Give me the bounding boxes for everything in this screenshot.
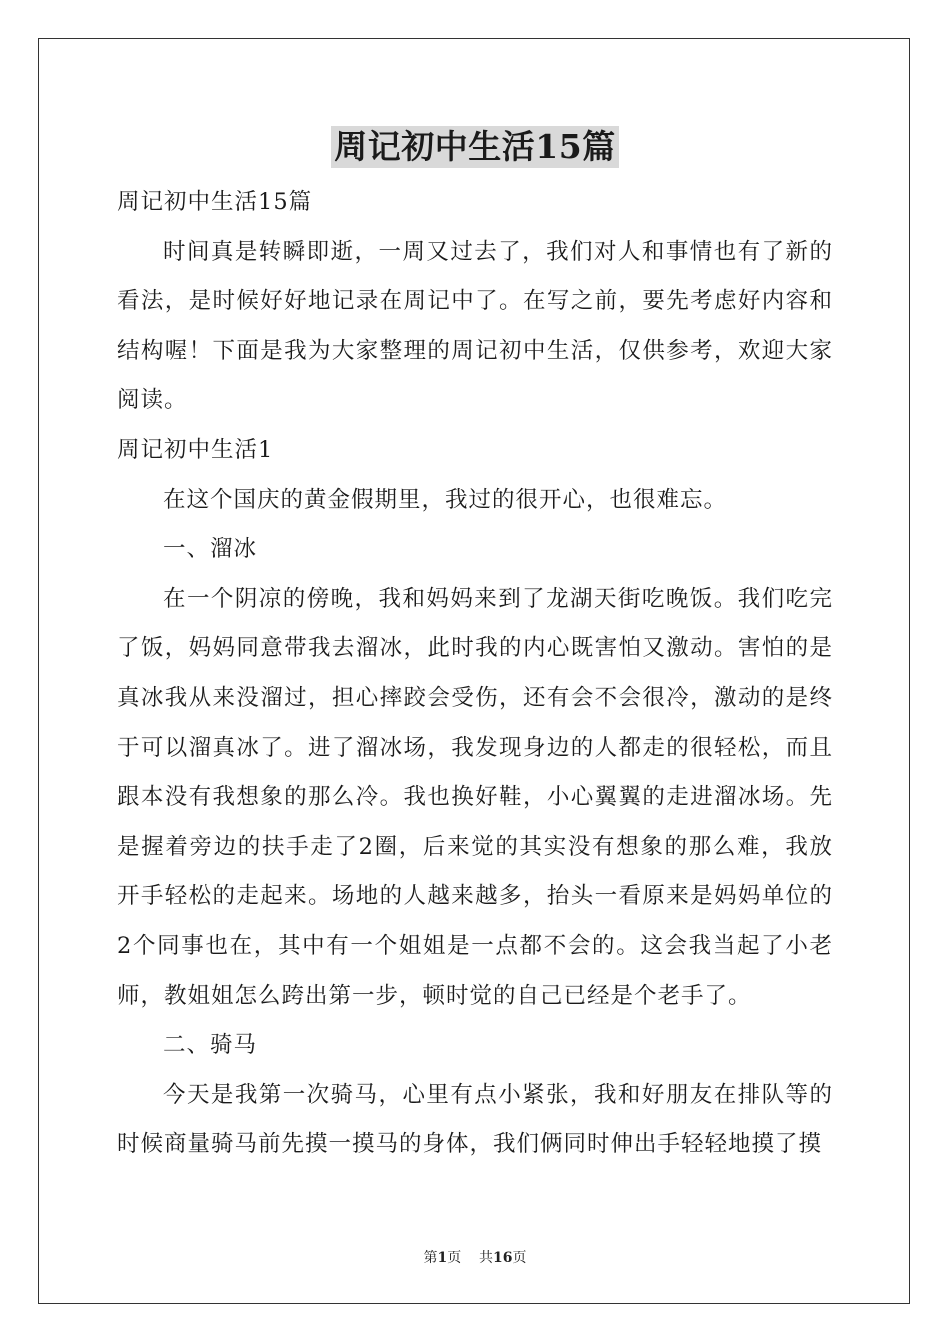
body-paragraph: 在这个国庆的黄金假期里，我过的很开心，也很难忘。 — [163, 486, 728, 513]
total-pages: 16 — [493, 1250, 513, 1266]
page-unit: 页 — [447, 1250, 462, 1266]
document-body — [117, 178, 833, 1170]
total-label: 共 — [479, 1250, 494, 1266]
body-paragraph: 在一个阴凉的傍晚，我和妈妈来到了龙湖天街吃晚饭。我们吃完了饭，妈妈同意带我去溜冰，此时我的内心既害怕又激动。害怕的是真冰我从来没溜过，担心摔跤会受伤，还有会不会很冷，激动的是终于可以溜真冰了。进了溜冰场，我发现身边的人都走的很轻松，而且跟本没有我想象的那么冷。我也换好鞋，小心翼翼的走进溜冰场。先是握着旁边的扶手走了2圈，后来觉的其实没有想象的那么难，我放开手轻松的走起来。场地的人越来越多，抬头一看原来是妈妈单位的2个同事也在，其中有一个姐姐是一点都不会的。这会我当起了小老师，教姐姐怎么跨出第一步，顿时觉的自己已经是个老手了。 — [117, 585, 833, 1009]
document-title: 周记初中生活15篇 — [331, 126, 618, 168]
page-footer — [0, 1247, 950, 1267]
intro-paragraph: 时间真是转瞬即逝，一周又过去了，我们对人和事情也有了新的看法，是时候好好地记录在周记中了。在写之前，要先考虑好内容和结构喔！下面是我为大家整理的周记初中生活，仅供参考，欢迎大家阅读。 — [117, 238, 833, 414]
subsection-heading: 一、溜冰 — [163, 536, 258, 563]
section-heading: 周记初中生活1 — [117, 436, 274, 463]
title-container — [0, 126, 950, 168]
subtitle-line: 周记初中生活15篇 — [117, 189, 313, 215]
page-number: 1 — [437, 1250, 448, 1266]
page-label: 第 — [423, 1250, 438, 1266]
total-unit: 页 — [512, 1250, 527, 1266]
body-paragraph: 今天是我第一次骑马，心里有点小紧张，我和好朋友在排队等的时候商量骑马前先摸一摸马的身体，我们俩同时伸出手轻轻地摸了摸 — [117, 1081, 833, 1158]
subsection-heading: 二、骑马 — [163, 1032, 258, 1059]
